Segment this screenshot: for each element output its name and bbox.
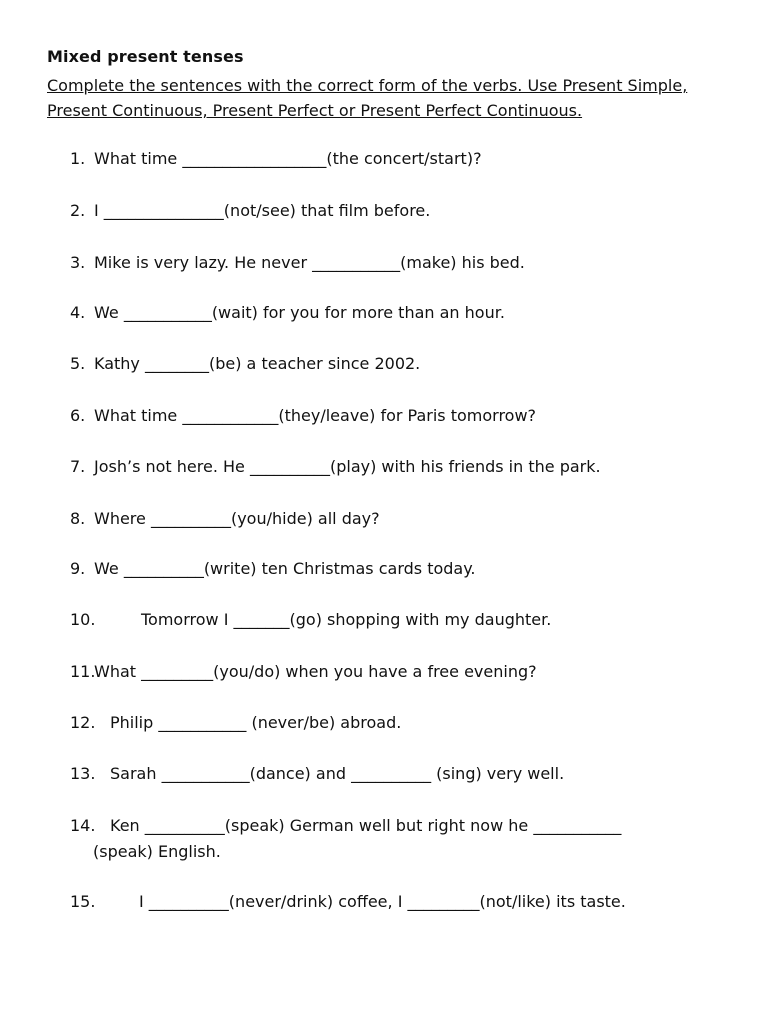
question-11 bbox=[70, 662, 537, 681]
question-text: What _________(you/do) when you have a free evening? bbox=[94, 662, 537, 681]
question-number: 4. bbox=[70, 303, 86, 322]
question-10 bbox=[70, 610, 551, 629]
worksheet-title: Mixed present tenses bbox=[47, 47, 244, 66]
question-14-continuation: (speak) English. bbox=[93, 842, 221, 861]
instruction-line-2: Present Continuous, Present Perfect or Present Perfect Continuous. bbox=[47, 101, 583, 120]
question-number: 14. bbox=[70, 816, 96, 835]
question-number: 11. bbox=[70, 662, 96, 681]
question-3 bbox=[70, 253, 525, 272]
question-2 bbox=[70, 201, 430, 220]
question-8 bbox=[70, 509, 380, 528]
question-text: Sarah ___________(dance) and __________ (sing) very well. bbox=[110, 764, 565, 783]
question-14 bbox=[70, 816, 621, 835]
question-number: 7. bbox=[70, 457, 86, 476]
instruction-line-1: Complete the sentences with the correct form of the verbs. Use Present Simple, bbox=[47, 76, 688, 95]
question-9 bbox=[70, 559, 475, 578]
question-7 bbox=[70, 457, 601, 476]
question-text: I _______________(not/see) that film before. bbox=[94, 201, 431, 220]
question-text: We ___________(wait) for you for more than an hour. bbox=[94, 303, 505, 322]
question-5 bbox=[70, 354, 420, 373]
question-text: Mike is very lazy. He never ___________(make) his bed. bbox=[94, 253, 525, 272]
question-text: Tomorrow I _______(go) shopping with my daughter. bbox=[141, 610, 552, 629]
question-text: We __________(write) ten Christmas cards today. bbox=[94, 559, 476, 578]
question-13 bbox=[70, 764, 564, 783]
question-6 bbox=[70, 406, 536, 425]
question-text: What time __________________(the concert/start)? bbox=[94, 149, 482, 168]
question-number: 9. bbox=[70, 559, 86, 578]
question-number: 2. bbox=[70, 201, 86, 220]
question-text: Ken __________(speak) German well but right now he ___________ bbox=[110, 816, 622, 835]
question-number: 5. bbox=[70, 354, 86, 373]
question-15 bbox=[70, 892, 626, 911]
question-number: 6. bbox=[70, 406, 86, 425]
question-12 bbox=[70, 713, 401, 732]
question-4 bbox=[70, 303, 505, 322]
question-number: 3. bbox=[70, 253, 86, 272]
question-text: Where __________(you/hide) all day? bbox=[94, 509, 380, 528]
question-number: 13. bbox=[70, 764, 96, 783]
question-text: Josh’s not here. He __________(play) with his friends in the park. bbox=[94, 457, 601, 476]
question-text: I __________(never/drink) coffee, I _________(not/like) its taste. bbox=[139, 892, 626, 911]
question-text: Kathy ________(be) a teacher since 2002. bbox=[94, 354, 421, 373]
question-number: 10. bbox=[70, 610, 96, 629]
question-text: What time ____________(they/leave) for Paris tomorrow? bbox=[94, 406, 537, 425]
question-1 bbox=[70, 149, 482, 168]
question-number: 15. bbox=[70, 892, 96, 911]
instructions bbox=[47, 73, 747, 123]
question-text: Philip ___________ (never/be) abroad. bbox=[110, 713, 402, 732]
question-number: 1. bbox=[70, 149, 86, 168]
question-number: 12. bbox=[70, 713, 96, 732]
question-number: 8. bbox=[70, 509, 86, 528]
